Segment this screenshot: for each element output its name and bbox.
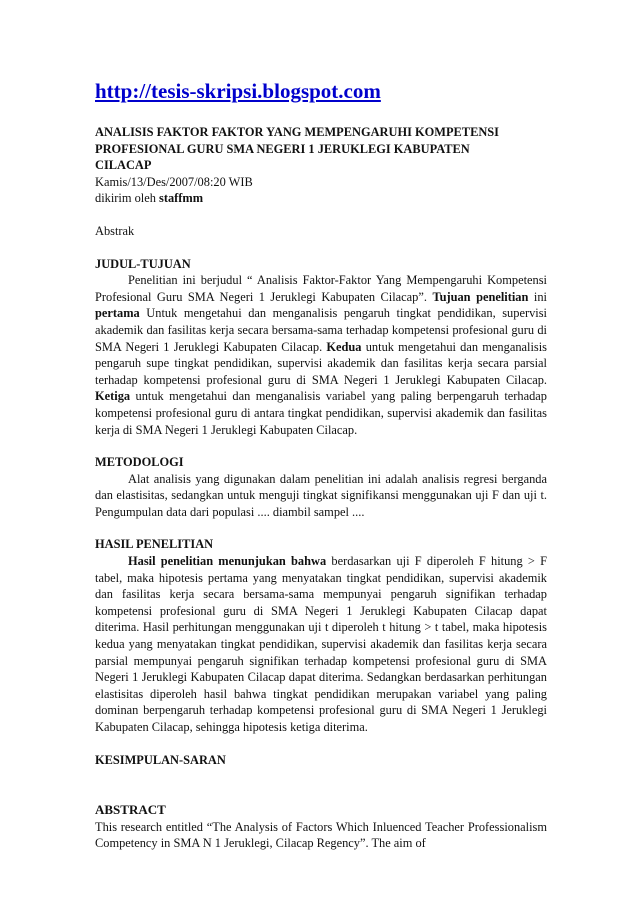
tujuan-bold-3: Kedua [326,339,362,354]
metodologi-paragraph [95,471,547,521]
title-line: ANALISIS FAKTOR FAKTOR YANG MEMPENGARUHI KOMPETENSI [95,125,499,139]
tujuan-bold-4: Ketiga [95,389,131,404]
blog-url-link[interactable]: http://tesis-skripsi.blogspot.com [95,79,381,103]
metodologi-text: Alat analisis yang digunakan dalam penelitian ini adalah analisis regresi berganda dan elastisitas, sedangkan untuk menguji tingkat signifikansi menggunakan uji F dan uji t. Pengumpulan data dari populasi .... diambil sampel .... [95,471,547,519]
section-heading-abstract: ABSTRACT [95,802,166,818]
document-page [95,78,547,852]
hasil-text: berdasarkan uji F diperoleh F hitung > F tabel, maka hipotesis pertama yang menyatakan tingkat pendidikan, supervisi akademik dan fasilitas kerja secara bersama-sama mempunyai pengaruh signifikan terhadap kompetensi profesional guru di SMA Negeri 1 Jeruklegi Kabupaten Cilacap dapat diterima. Hasil perhitungan menggunakan uji t diperoleh t hitung > t tabel, maka hipotesis kedua yang menyatakan tingkat pendidikan, supervisi akademik dan fasilitas kerja secara parsial mempunyai pengaruh signifikan terhadap kompetensi profesional guru di SMA Negeri 1 Jeruklegi Kabupaten Cilacap dapat diterima. Sedangkan berdasarkan perhitungan elastisitas diperoleh hasil bahwa tingkat pendidikan merupakan variabel yang paling dominan berpengaruh terhadap kompetensi profesional guru di SMA Negeri 1 Jeruklegi Kabupaten Cilacap, sehingga hipotesis ketiga diterima. [95,554,547,734]
tujuan-bold-2: pertama [95,306,140,321]
section-heading-kesimpulan: KESIMPULAN-SARAN [95,752,226,767]
author-name: staffmm [159,191,204,206]
section-heading-metodologi: METODOLOGI [95,455,184,470]
hasil-lead-bold: Hasil penelitian menunjukan bahwa [128,554,327,569]
abstract-paragraph: This research entitled “The Analysis of Factors Which Inluenced Teacher Professionalism Competency in SMA N 1 Jeruklegi, Cilacap Regency”. The aim of [95,819,547,851]
tujuan-text-2: ini [533,289,547,304]
tujuan-paragraph [95,272,547,438]
section-heading-hasil: HASIL PENELITIAN [95,537,214,552]
tujuan-text-1: Penelitian ini berjudul “ Analisis Faktor-Faktor Yang Mempengaruhi Kompetensi Profesional Guru SMA Negeri 1 Jeruklegi Kabupaten Cilacap”. [95,273,547,304]
abstrak-label: Abstrak [95,223,135,238]
tujuan-text-3: Untuk mengetahui dan menganalisis pengaruh tingkat pendidikan, supervisi akademik dan fasilitas kerja secara bersama-sama terhadap kompetensi profesional guru di SMA Negeri 1 Jeruklegi Kabupaten Cilacap. [95,306,547,354]
article-date: Kamis/13/Des/2007/08:20 WIB [95,174,253,189]
article-title [95,124,547,174]
sent-by-label: dikirim oleh [95,191,156,206]
title-line: CILACAP [95,158,152,173]
article-byline [95,190,547,207]
title-line: PROFESIONAL GURU SMA NEGERI 1 JERUKLEGI KABUPATEN [95,141,470,156]
section-heading-tujuan: JUDUL-TUJUAN [95,256,191,271]
tujuan-text-5: untuk mengetahui dan menganalisis variabel yang paling berpengaruh terhadap kompetensi profesional guru di antara tingkat pendidikan, supervisi akademik dan fasilitas kerja di SMA Negeri 1 Jeruklegi Kabupaten Cilacap. [95,389,547,437]
tujuan-bold-1: Tujuan penelitian [432,289,529,304]
tujuan-text-4: untuk mengetahui dan menganalisis pengaruh supe tingkat pendidikan, supervisi akademik dan fasilitas kerja secara parsial terhadap kompetensi profesional guru di SMA Negeri 1 Jeruklegi Kabupaten Cilacap. [95,339,547,387]
hasil-paragraph [95,553,547,736]
